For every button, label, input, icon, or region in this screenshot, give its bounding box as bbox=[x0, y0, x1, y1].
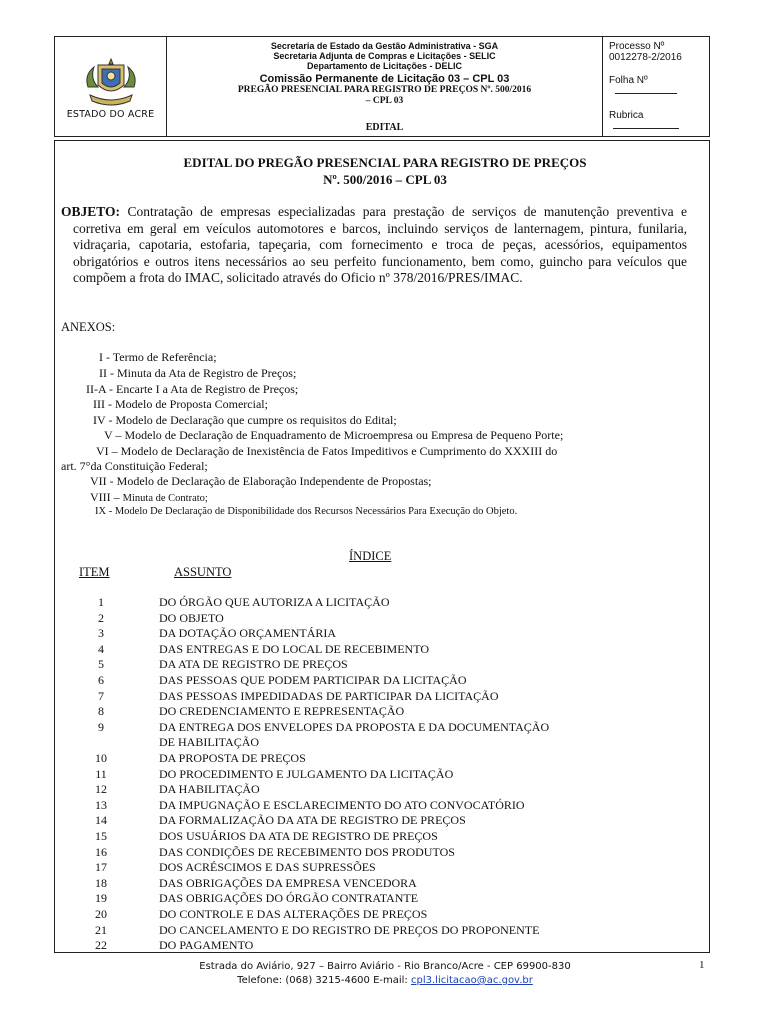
indice-row-subject: DA ATA DE REGISTRO DE PREÇOS bbox=[159, 657, 348, 672]
indice-row-subject: DAS OBRIGAÇÕES DO ÓRGÃO CONTRATANTE bbox=[159, 891, 419, 906]
indice-row-number: 1 bbox=[98, 595, 104, 609]
rubrica-blank bbox=[613, 128, 679, 129]
indice-row-number: 18 bbox=[95, 875, 107, 890]
indice-row-number: 2 bbox=[98, 610, 104, 625]
annex-item-viii bbox=[90, 490, 208, 506]
indice-row-subject: DA ENTREGA DOS ENVELOPES DA PROPOSTA E DA DOCUMENTAÇÃO bbox=[159, 719, 550, 734]
indice-row-subject: DAS ENTREGAS E DO LOCAL DE RECEBIMENTO bbox=[159, 641, 429, 656]
edital-title-line2: Nº. 500/2016 – CPL 03 bbox=[323, 172, 447, 187]
footer-email-link[interactable]: cpl3.licitacao@ac.gov.br bbox=[411, 975, 533, 986]
indice-row-subject: DO OBJETO bbox=[159, 610, 224, 625]
indice-row-subject: DO CANCELAMENTO E DO REGISTRO DE PREÇOS DO PROPONENTE bbox=[159, 922, 540, 937]
indice-row-subject: DO ÓRGÃO QUE AUTORIZA A LICITAÇÃO bbox=[159, 595, 390, 609]
objeto-text: Contratação de empresas especializadas para prestação de serviços de manutenção preventiva e corretiva em geral em veículos automotores e barcos, incluindo serviços de lanternagem, pintura, funilaria, vidraçaria, capotaria, estofaria, tapeçaria, com fornecimento e troca de peças, acessórios, equipamentos obrigatórios e outros itens necessários ao seu perfeito funcionamento, bem como, guincho para veículos que compõem a frota do IMAC, solicitado através do Oficio nº 378/2016/PRES/IMAC. bbox=[73, 204, 688, 286]
indice-row-subject: DA IMPUGNAÇÃO E ESCLARECIMENTO DO ATO CONVOCATÓRIO bbox=[159, 797, 525, 812]
indice-row-subject: DO CONTROLE E DAS ALTERAÇÕES DE PREÇOS bbox=[159, 907, 428, 921]
header-line-cpl: Comissão Permanente de Licitação 03 – CPL 03 bbox=[259, 73, 510, 85]
annex-viii-number: VIII – bbox=[90, 490, 120, 504]
indice-row-subject: DAS OBRIGAÇÕES DA EMPRESA VENCEDORA bbox=[159, 875, 417, 890]
indice-row-number: 16 bbox=[95, 844, 107, 859]
indice-row-number: 22 bbox=[95, 938, 107, 953]
header-right-cell bbox=[603, 37, 709, 136]
indice-row-subject: DO PAGAMENTO bbox=[159, 938, 254, 953]
header-line-selic: Secretaria Adjunta de Compras e Licitações - SELIC bbox=[273, 51, 496, 61]
folha-blank bbox=[615, 93, 677, 94]
logo-cell bbox=[55, 37, 167, 136]
annex-item-vii: VII - Modelo de Declaração de Elaboração Independente de Propostas; bbox=[90, 474, 432, 488]
document-header bbox=[54, 36, 710, 137]
annex-vi-line2: art. 7°da Constituição Federal; bbox=[61, 459, 208, 473]
annex-item: II - Minuta da Ata de Registro de Preços; bbox=[99, 366, 297, 380]
annex-vi-line1: VI – Modelo de Declaração de Inexistência de Fatos Impeditivos e Cumprimento do XXXIII do bbox=[96, 444, 558, 458]
indice-row-number: 14 bbox=[95, 813, 107, 828]
indice-row-subject: DA DOTAÇÃO ORÇAMENTÁRIA bbox=[159, 626, 337, 641]
indice-row-number: 20 bbox=[95, 907, 107, 921]
coat-of-arms-icon bbox=[80, 57, 142, 109]
indice-row-subject: DA FORMALIZAÇÃO DA ATA DE REGISTRO DE PREÇOS bbox=[159, 813, 466, 828]
indice-row-number: 9 bbox=[98, 719, 104, 734]
annex-item: IV - Modelo de Declaração que cumpre os requisitos do Edital; bbox=[93, 413, 397, 427]
indice-row-subject: DAS CONDIÇÕES DE RECEBIMENTO DOS PRODUTOS bbox=[159, 844, 455, 859]
indice-row-subject: DOS ACRÉSCIMOS E DAS SUPRESSÕES bbox=[159, 860, 376, 875]
indice-row-subject: DAS PESSOAS IMPEDIDADAS DE PARTICIPAR DA LICITAÇÃO bbox=[159, 688, 499, 703]
processo-number: Processo Nº 0012278-2/2016 bbox=[609, 41, 682, 63]
indice-row-subject: DO CREDENCIAMENTO E REPRESENTAÇÃO bbox=[159, 704, 405, 719]
footer-contact bbox=[0, 975, 770, 986]
header-line-sga: Secretaria de Estado da Gestão Administrativa - SGA bbox=[270, 41, 499, 51]
rubrica-label: Rubrica bbox=[609, 110, 644, 121]
indice-row-number: 7 bbox=[98, 688, 104, 703]
indice-row-number: 8 bbox=[98, 704, 104, 719]
header-line-delic: Departamento de Licitações - DELIC bbox=[306, 61, 463, 71]
edital-title-line1: EDITAL DO PREGÃO PRESENCIAL PARA REGISTRO DE PREÇOS bbox=[183, 155, 587, 170]
annex-item: V – Modelo de Declaração de Enquadramento de Microempresa ou Empresa de Pequeno Porte; bbox=[104, 428, 564, 442]
indice-row-number: 19 bbox=[95, 891, 107, 906]
indice-col-item: ITEM bbox=[79, 565, 110, 579]
annex-viii-text: Minuta de Contrato; bbox=[122, 493, 208, 504]
indice-row-number: 13 bbox=[95, 797, 107, 812]
objeto-label: OBJETO: bbox=[61, 204, 121, 219]
header-line-pregao-cont: – CPL 03 bbox=[365, 96, 404, 106]
indice-row-number: 17 bbox=[95, 860, 107, 875]
indice-row-subject: DO PROCEDIMENTO E JULGAMENTO DA LICITAÇÃO bbox=[159, 766, 454, 781]
state-label: ESTADO DO ACRE bbox=[66, 109, 155, 120]
indice-row-number: 15 bbox=[95, 829, 107, 843]
indice-row-number: 12 bbox=[95, 782, 107, 797]
folha-label: Folha Nº bbox=[609, 75, 648, 86]
indice-row-subject: DAS PESSOAS QUE PODEM PARTICIPAR DA LICITAÇÃO bbox=[159, 673, 467, 687]
indice-row-number: 21 bbox=[95, 922, 107, 937]
footer-address: Estrada do Aviário, 927 – Bairro Aviário - Rio Branco/Acre - CEP 69900-830 bbox=[199, 961, 571, 972]
indice-row-subject: DA HABILITAÇÃO bbox=[159, 782, 260, 797]
indice-row-number: 4 bbox=[98, 641, 104, 656]
header-line-edital: EDITAL bbox=[365, 122, 404, 133]
indice-row-subject: DOS USUÁRIOS DA ATA DE REGISTRO DE PREÇOS bbox=[159, 829, 438, 843]
indice-row-subject: DA PROPOSTA DE PREÇOS bbox=[159, 751, 306, 765]
indice-row-number: 6 bbox=[98, 673, 104, 687]
annex-item-vi bbox=[61, 444, 687, 474]
annex-item: II-A - Encarte I a Ata de Registro de Preços; bbox=[86, 382, 299, 396]
indice-col-assunto: ASSUNTO bbox=[174, 565, 232, 579]
rubrica-field bbox=[609, 110, 709, 132]
folha-field bbox=[609, 75, 709, 97]
annex-item: III - Modelo de Proposta Comercial; bbox=[93, 397, 268, 411]
indice-row-number: 10 bbox=[95, 751, 107, 765]
anexos-heading: ANEXOS: bbox=[61, 320, 116, 334]
footer-phone: Telefone: (068) 3215-4600 E-mail: bbox=[237, 975, 408, 986]
header-line-pregao: PREGÃO PRESENCIAL PARA REGISTRO DE PREÇOS Nº. 500/2016 bbox=[237, 85, 532, 95]
indice-row-number: 11 bbox=[95, 766, 107, 781]
indice-title: ÍNDICE bbox=[349, 549, 392, 563]
indice-row-number: 5 bbox=[98, 657, 104, 672]
indice-row-subject: DE HABILITAÇÃO bbox=[159, 735, 260, 750]
header-center-cell bbox=[167, 37, 603, 136]
annex-item-ix: IX - Modelo De Declaração de Disponibilidade dos Recursos Necessários Para Execução do Objeto. bbox=[95, 506, 518, 517]
objeto-paragraph bbox=[61, 204, 687, 287]
annex-item: I - Termo de Referência; bbox=[99, 350, 217, 364]
page-number: 1 bbox=[699, 959, 705, 971]
indice-row-number: 3 bbox=[98, 626, 104, 641]
